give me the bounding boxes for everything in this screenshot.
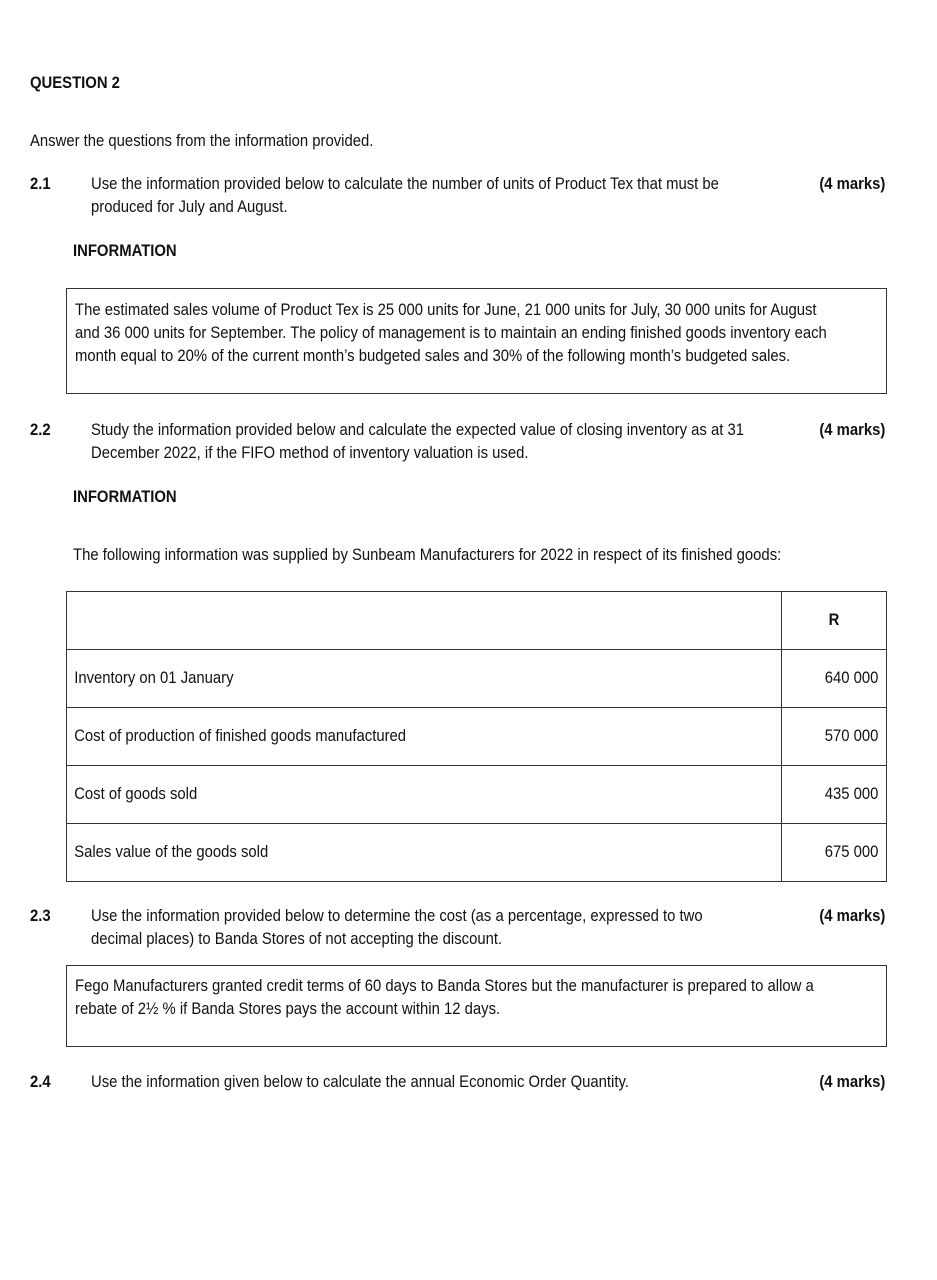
- row-value: 570 000: [825, 727, 879, 745]
- question-title: QUESTION 2: [30, 74, 120, 92]
- q21-text: [91, 173, 851, 219]
- row-label: Inventory on 01 January: [74, 669, 234, 687]
- q21-info-line-2: and 36 000 units for September. The policy of management is to maintain an ending finished goods inventory each: [75, 324, 827, 342]
- q21-line-2: produced for July and August.: [91, 198, 288, 216]
- q22-marks: (4 marks): [818, 421, 885, 439]
- q22-line-2: December 2022, if the FIFO method of inventory valuation is used.: [91, 444, 529, 462]
- q23-text: [91, 905, 851, 951]
- row-value: 640 000: [825, 669, 879, 687]
- q22-line-1: Study the information provided below and calculate the expected value of closing inventory as at 31: [91, 421, 744, 439]
- q23-info-line-2: rebate of 2½ % if Banda Stores pays the account within 12 days.: [75, 1000, 501, 1018]
- row-label: Sales value of the goods sold: [74, 843, 269, 861]
- q24-number: 2.4: [30, 1073, 51, 1091]
- table-row: [67, 708, 887, 766]
- table-row: [67, 824, 887, 882]
- table-header-row: [67, 592, 887, 650]
- q21-info-box: [66, 288, 887, 394]
- q23-marks: (4 marks): [818, 907, 885, 925]
- q21-info-line-3: month equal to 20% of the current month’s budgeted sales and 30% of the following month’s budgeted sales.: [75, 347, 791, 365]
- table-row: [67, 766, 887, 824]
- q23-info-line-1: Fego Manufacturers granted credit terms of 60 days to Banda Stores but the manufacturer is prepared to allow a: [75, 977, 814, 995]
- q21-info-line-1: The estimated sales volume of Product Tex is 25 000 units for June, 21 000 units for July, 30 000 units for August: [75, 301, 817, 319]
- table-row: [67, 650, 887, 708]
- q22-text: [91, 419, 851, 465]
- q21-marks: (4 marks): [818, 175, 885, 193]
- q23-line-2: decimal places) to Banda Stores of not accepting the discount.: [91, 930, 503, 948]
- table-header-currency: [782, 592, 887, 650]
- q24-line-1: Use the information given below to calculate the annual Economic Order Quantity.: [91, 1073, 629, 1091]
- row-label: Cost of production of finished goods manufactured: [74, 727, 407, 745]
- q21-number: 2.1: [30, 175, 51, 193]
- q23-line-1: Use the information provided below to determine the cost (as a percentage, expressed to two: [91, 907, 703, 925]
- q24-marks: (4 marks): [818, 1073, 885, 1091]
- q24-text: [91, 1071, 851, 1094]
- intro-text: Answer the questions from the information provided.: [30, 132, 374, 150]
- q23-info-box: [66, 965, 887, 1047]
- q21-line-1: Use the information provided below to calculate the number of units of Product Tex that must be: [91, 175, 719, 193]
- q22-info-heading: INFORMATION: [73, 488, 177, 506]
- row-value: 675 000: [825, 843, 879, 861]
- q22-info-intro: The following information was supplied by Sunbeam Manufacturers for 2022 in respect of its finished goods:: [73, 546, 782, 564]
- q21-info-heading: INFORMATION: [73, 242, 177, 260]
- finished-goods-table: [66, 591, 887, 882]
- currency-label: R: [828, 611, 840, 629]
- q23-number: 2.3: [30, 907, 51, 925]
- table-header-blank: [67, 592, 782, 650]
- row-label: Cost of goods sold: [74, 785, 198, 803]
- q22-number: 2.2: [30, 421, 51, 439]
- row-value: 435 000: [825, 785, 879, 803]
